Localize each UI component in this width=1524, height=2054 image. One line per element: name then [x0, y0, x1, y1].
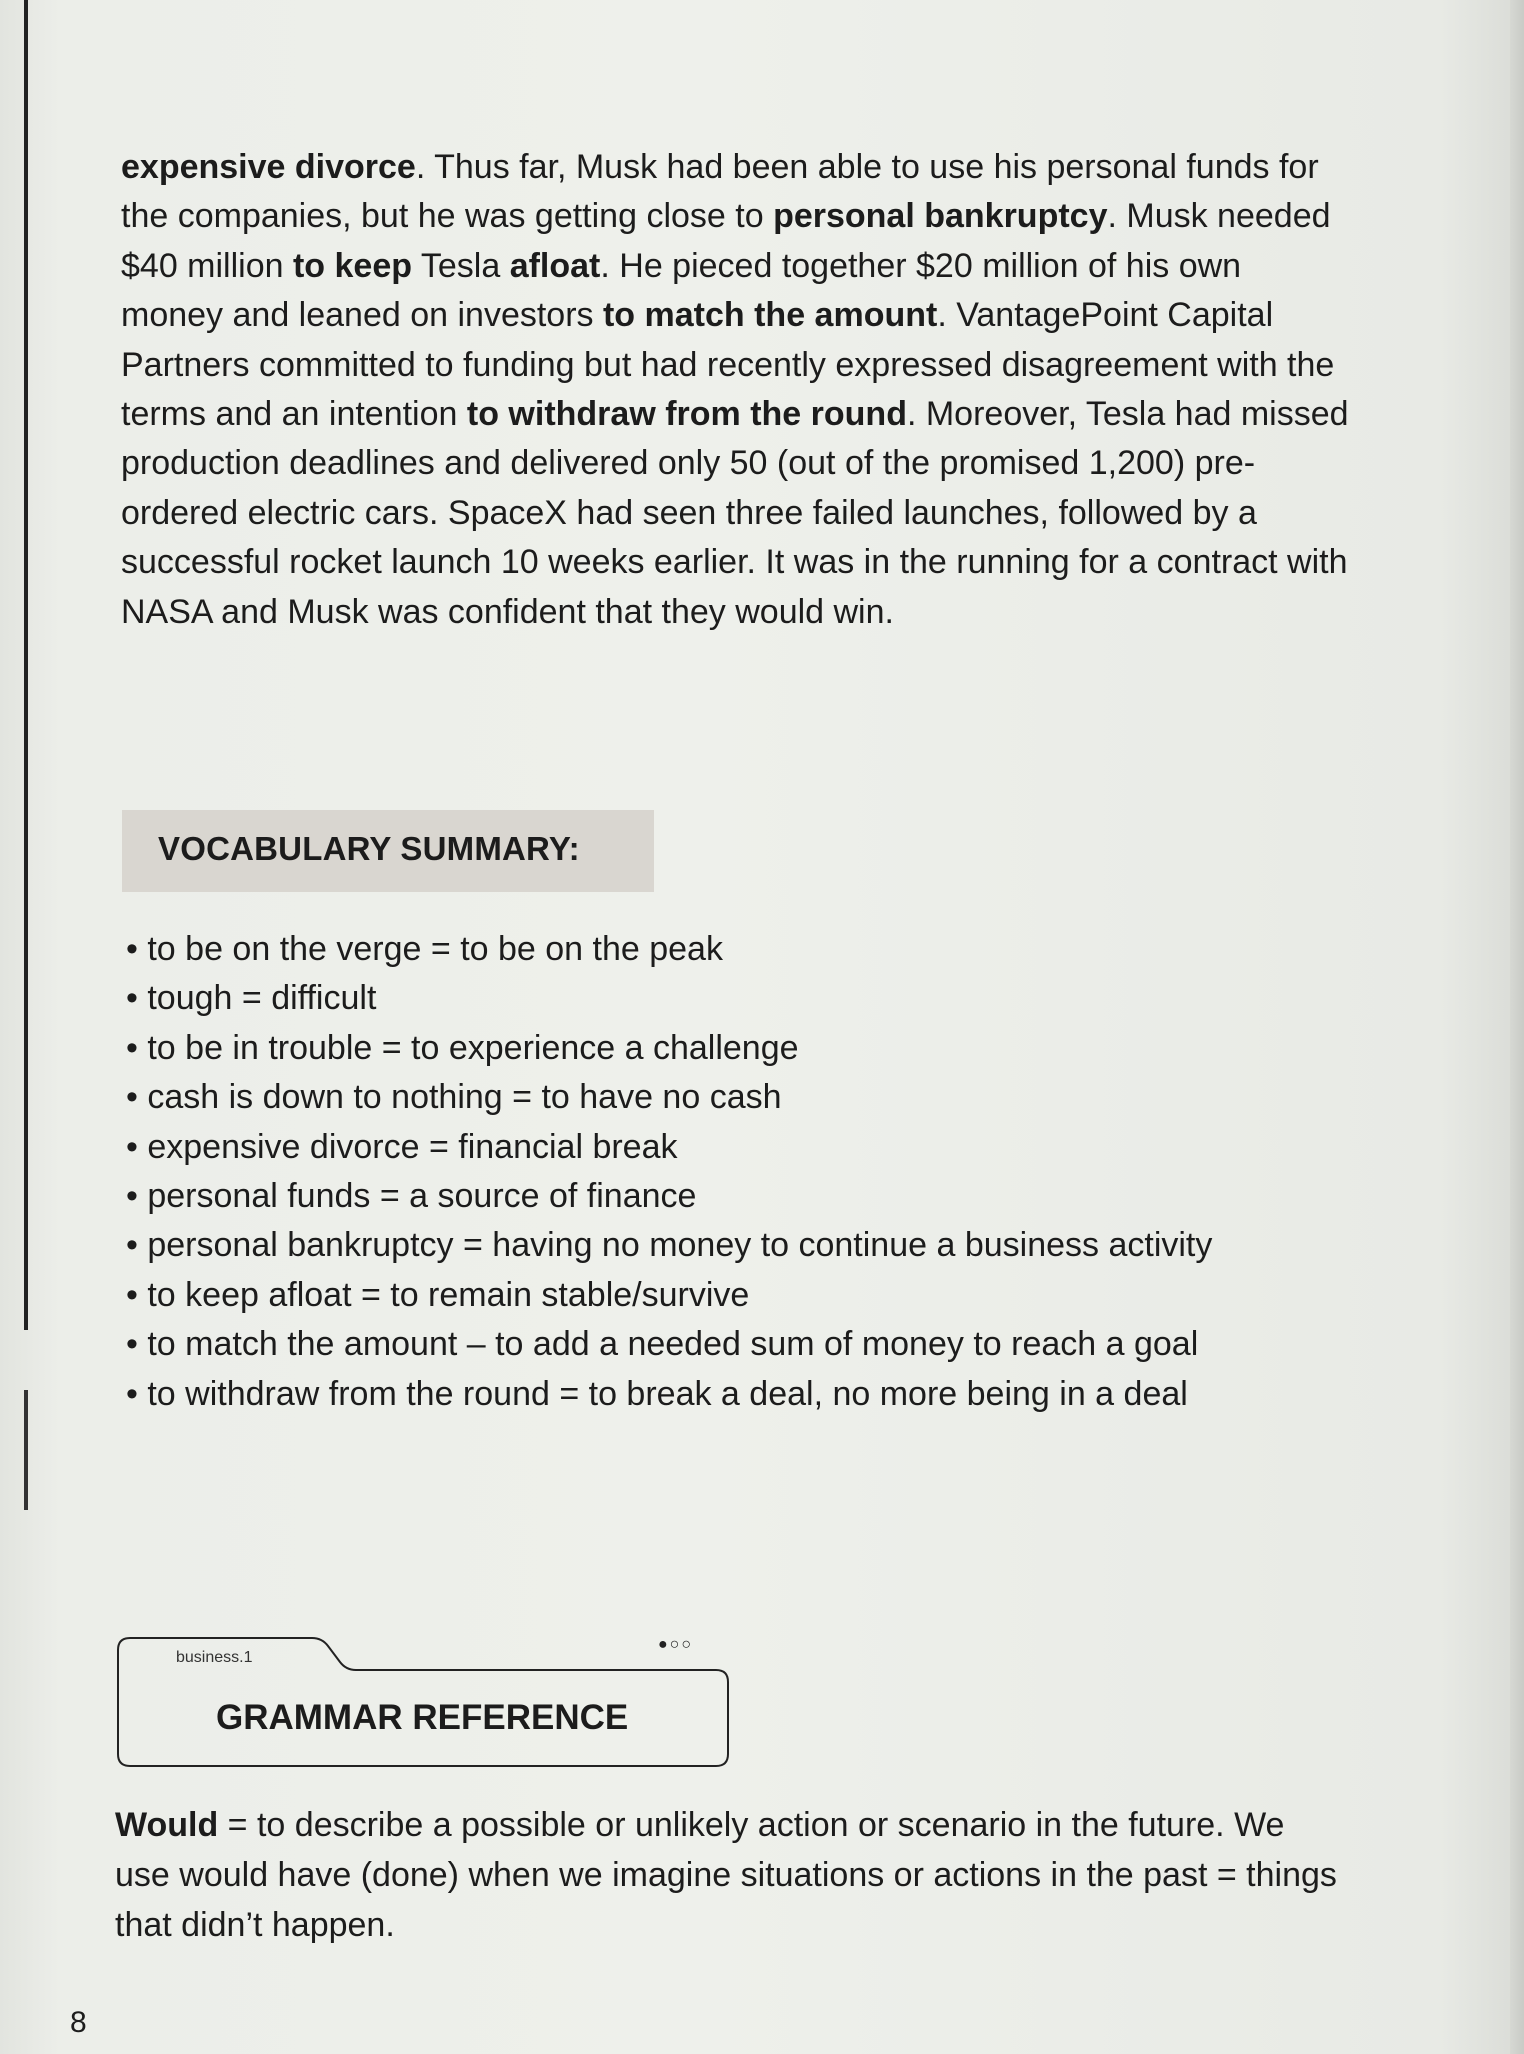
text-segment: . He pieced together $20 million of his own money and leaned on investors — [121, 246, 1242, 335]
binding-line-lower — [24, 1390, 28, 1510]
grammar-text: = to describe a possible or unlikely action or scenario in the future. We use would have (done) when we imagine situations or actions in the past = things that didn’t happen. — [115, 1806, 1337, 1944]
vocabulary-list — [126, 925, 1276, 1419]
body-paragraph — [121, 143, 1351, 637]
vocabulary-title: VOCABULARY SUMMARY: — [158, 830, 580, 867]
page-number: 8 — [70, 2006, 87, 2039]
page-edge — [1510, 0, 1524, 2054]
bold-term: to withdraw from the round — [466, 395, 907, 434]
bold-term: to match the amount — [602, 296, 938, 335]
bold-term: expensive divorce — [121, 148, 416, 186]
pagination-dots-icon: ●○○ — [658, 1636, 693, 1653]
bold-term: afloat — [509, 246, 601, 285]
text-segment: . Moreover, Tesla had missed production deadlines and delivered only 50 (out of the promised 1,200) pre-ordered electric cars. SpaceX had seen three failed launches, followed by a successful rocket launch 10 weeks earlier. It was in the running for a contract with NASA and Musk was confident that they would win. — [121, 395, 1349, 631]
grammar-paragraph — [115, 1800, 1345, 1950]
vocabulary-item: • cash is down to nothing = to have no cash — [126, 1073, 1276, 1122]
text-segment: . Thus far, Musk had been able to use his personal funds for the companies, but he was getting close to — [121, 148, 1319, 236]
vocabulary-header-box — [122, 810, 654, 892]
vocabulary-item: • to match the amount – to add a needed sum of money to reach a goal — [126, 1320, 1276, 1369]
bold-term: personal bankruptcy — [773, 197, 1108, 236]
vocabulary-item: • expensive divorce = financial break — [126, 1123, 1276, 1172]
vocabulary-item: • personal bankruptcy = having no money to continue a business activity — [126, 1221, 1276, 1270]
vocabulary-item: • to be in trouble = to experience a challenge — [126, 1024, 1276, 1073]
grammar-reference-title: GRAMMAR REFERENCE — [216, 1698, 629, 1737]
binding-line — [24, 0, 28, 1330]
vocabulary-item: • tough = difficult — [126, 974, 1276, 1023]
text-segment: . VantagePoint Capital Partners committed to funding but had recently expressed disagreement with the terms and an intention — [121, 296, 1335, 434]
text-segment: . Musk needed $40 million — [121, 197, 1331, 285]
vocabulary-item: • to be on the verge = to be on the peak — [126, 925, 1276, 974]
bold-term: to keep — [292, 246, 413, 285]
vocabulary-item: • to keep afloat = to remain stable/survive — [126, 1271, 1276, 1320]
vocabulary-item: • personal funds = a source of finance — [126, 1172, 1276, 1221]
grammar-lead-word: Would — [115, 1806, 219, 1844]
grammar-tab-label: business.1 — [176, 1649, 253, 1666]
text-segment: Tesla — [412, 246, 510, 285]
vocabulary-item: • to withdraw from the round = to break a deal, no more being in a deal — [126, 1370, 1276, 1419]
